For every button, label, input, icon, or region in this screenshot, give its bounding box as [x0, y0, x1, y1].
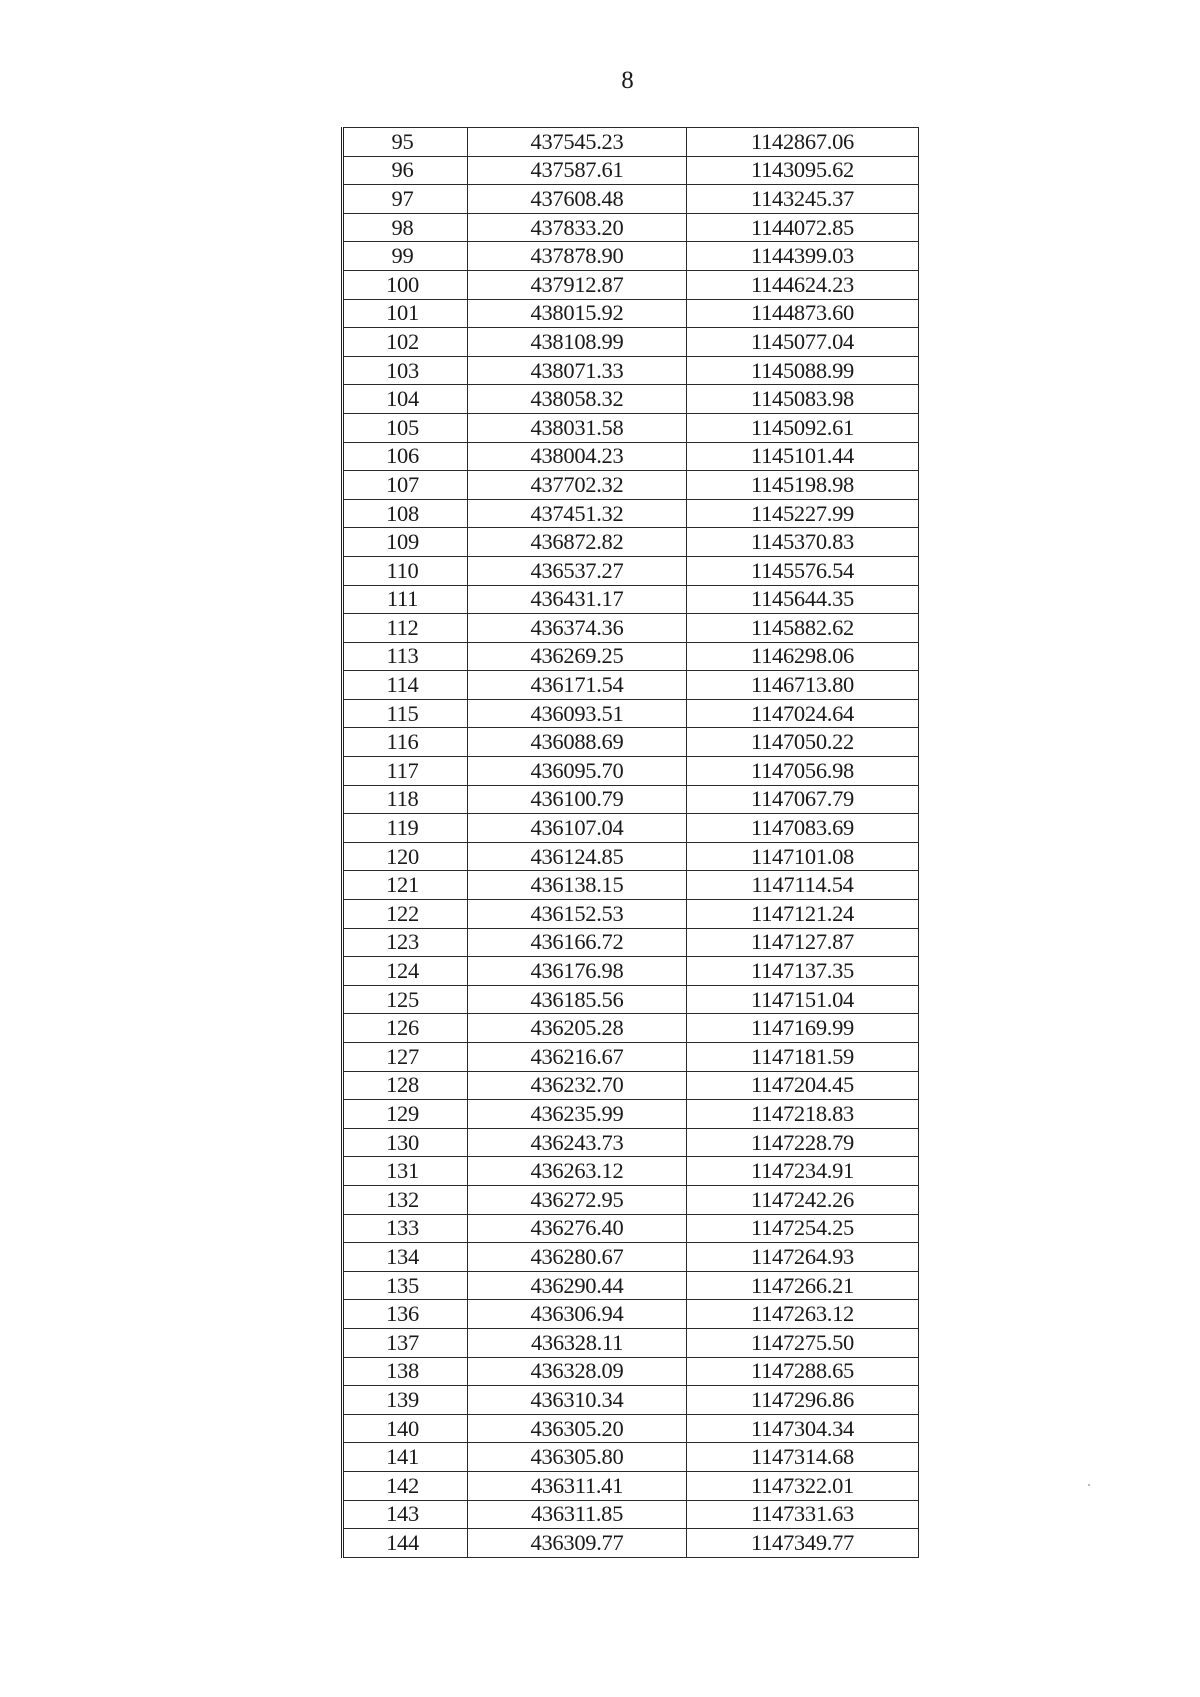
x-coordinate-cell: 438015.92	[468, 299, 687, 328]
x-coordinate-cell: 436269.25	[468, 642, 687, 671]
point-number-cell: 95	[343, 128, 468, 157]
y-coordinate-cell: 1147083.69	[687, 814, 919, 843]
y-coordinate-cell: 1145101.44	[687, 442, 919, 471]
y-coordinate-cell: 1144873.60	[687, 299, 919, 328]
table-row	[343, 1271, 919, 1300]
y-coordinate-cell: 1145077.04	[687, 328, 919, 357]
point-number-cell: 106	[343, 442, 468, 471]
table-row	[343, 642, 919, 671]
x-coordinate-cell: 436171.54	[468, 671, 687, 700]
point-number-cell: 120	[343, 842, 468, 871]
scan-speck	[1088, 1484, 1090, 1486]
table-row	[343, 1157, 919, 1186]
x-coordinate-cell: 436311.85	[468, 1500, 687, 1529]
table-row	[343, 928, 919, 957]
coordinates-table-body	[343, 128, 919, 1558]
x-coordinate-cell: 437878.90	[468, 242, 687, 271]
table-row	[343, 471, 919, 500]
y-coordinate-cell: 1147275.50	[687, 1328, 919, 1357]
y-coordinate-cell: 1147169.99	[687, 1014, 919, 1043]
y-coordinate-cell: 1144399.03	[687, 242, 919, 271]
point-number-cell: 119	[343, 814, 468, 843]
y-coordinate-cell: 1147114.54	[687, 871, 919, 900]
point-number-cell: 103	[343, 356, 468, 385]
y-coordinate-cell: 1147181.59	[687, 1043, 919, 1072]
point-number-cell: 113	[343, 642, 468, 671]
x-coordinate-cell: 436176.98	[468, 957, 687, 986]
y-coordinate-cell: 1146713.80	[687, 671, 919, 700]
y-coordinate-cell: 1145198.98	[687, 471, 919, 500]
table-row	[343, 328, 919, 357]
table-row	[343, 1100, 919, 1129]
point-number-cell: 114	[343, 671, 468, 700]
table-row	[343, 528, 919, 557]
table-row	[343, 442, 919, 471]
table-row	[343, 413, 919, 442]
point-number-cell: 105	[343, 413, 468, 442]
point-number-cell: 129	[343, 1100, 468, 1129]
x-coordinate-cell: 436328.11	[468, 1328, 687, 1357]
y-coordinate-cell: 1144624.23	[687, 270, 919, 299]
table-row	[343, 1214, 919, 1243]
x-coordinate-cell: 436124.85	[468, 842, 687, 871]
table-row	[343, 270, 919, 299]
x-coordinate-cell: 436431.17	[468, 585, 687, 614]
x-coordinate-cell: 436166.72	[468, 928, 687, 957]
table-row	[343, 757, 919, 786]
y-coordinate-cell: 1145882.62	[687, 614, 919, 643]
x-coordinate-cell: 436280.67	[468, 1243, 687, 1272]
x-coordinate-cell: 436095.70	[468, 757, 687, 786]
x-coordinate-cell: 436305.20	[468, 1414, 687, 1443]
x-coordinate-cell: 437702.32	[468, 471, 687, 500]
point-number-cell: 144	[343, 1529, 468, 1558]
y-coordinate-cell: 1147024.64	[687, 699, 919, 728]
x-coordinate-cell: 438058.32	[468, 385, 687, 414]
point-number-cell: 141	[343, 1443, 468, 1472]
table-row	[343, 1414, 919, 1443]
point-number-cell: 96	[343, 156, 468, 185]
x-coordinate-cell: 438031.58	[468, 413, 687, 442]
y-coordinate-cell: 1147228.79	[687, 1128, 919, 1157]
coordinates-table	[341, 127, 919, 1558]
y-coordinate-cell: 1147254.25	[687, 1214, 919, 1243]
y-coordinate-cell: 1147101.08	[687, 842, 919, 871]
y-coordinate-cell: 1147314.68	[687, 1443, 919, 1472]
y-coordinate-cell: 1147121.24	[687, 900, 919, 929]
x-coordinate-cell: 437608.48	[468, 185, 687, 214]
x-coordinate-cell: 436328.09	[468, 1357, 687, 1386]
point-number-cell: 128	[343, 1071, 468, 1100]
point-number-cell: 135	[343, 1271, 468, 1300]
table-row	[343, 585, 919, 614]
x-coordinate-cell: 436872.82	[468, 528, 687, 557]
table-row	[343, 1357, 919, 1386]
table-row	[343, 1243, 919, 1272]
x-coordinate-cell: 436263.12	[468, 1157, 687, 1186]
x-coordinate-cell: 436216.67	[468, 1043, 687, 1072]
point-number-cell: 134	[343, 1243, 468, 1272]
table-row	[343, 728, 919, 757]
y-coordinate-cell: 1147234.91	[687, 1157, 919, 1186]
table-row	[343, 213, 919, 242]
point-number-cell: 136	[343, 1300, 468, 1329]
y-coordinate-cell: 1147127.87	[687, 928, 919, 957]
y-coordinate-cell: 1145644.35	[687, 585, 919, 614]
x-coordinate-cell: 436235.99	[468, 1100, 687, 1129]
point-number-cell: 112	[343, 614, 468, 643]
point-number-cell: 100	[343, 270, 468, 299]
x-coordinate-cell: 436088.69	[468, 728, 687, 757]
y-coordinate-cell: 1147218.83	[687, 1100, 919, 1129]
x-coordinate-cell: 436311.41	[468, 1471, 687, 1500]
y-coordinate-cell: 1144072.85	[687, 213, 919, 242]
point-number-cell: 117	[343, 757, 468, 786]
table-row	[343, 985, 919, 1014]
point-number-cell: 108	[343, 499, 468, 528]
y-coordinate-cell: 1146298.06	[687, 642, 919, 671]
table-row	[343, 699, 919, 728]
y-coordinate-cell: 1145088.99	[687, 356, 919, 385]
table-row	[343, 671, 919, 700]
y-coordinate-cell: 1145370.83	[687, 528, 919, 557]
point-number-cell: 131	[343, 1157, 468, 1186]
table-row	[343, 556, 919, 585]
table-row	[343, 1328, 919, 1357]
x-coordinate-cell: 436276.40	[468, 1214, 687, 1243]
y-coordinate-cell: 1147304.34	[687, 1414, 919, 1443]
table-row	[343, 1529, 919, 1558]
x-coordinate-cell: 436205.28	[468, 1014, 687, 1043]
y-coordinate-cell: 1147242.26	[687, 1185, 919, 1214]
y-coordinate-cell: 1143095.62	[687, 156, 919, 185]
x-coordinate-cell: 436107.04	[468, 814, 687, 843]
y-coordinate-cell: 1145083.98	[687, 385, 919, 414]
point-number-cell: 133	[343, 1214, 468, 1243]
y-coordinate-cell: 1147050.22	[687, 728, 919, 757]
point-number-cell: 104	[343, 385, 468, 414]
x-coordinate-cell: 436309.77	[468, 1529, 687, 1558]
y-coordinate-cell: 1147151.04	[687, 985, 919, 1014]
y-coordinate-cell: 1147322.01	[687, 1471, 919, 1500]
point-number-cell: 142	[343, 1471, 468, 1500]
x-coordinate-cell: 436305.80	[468, 1443, 687, 1472]
table-row	[343, 128, 919, 157]
x-coordinate-cell: 437451.32	[468, 499, 687, 528]
page-number: 8	[621, 67, 634, 94]
x-coordinate-cell: 437912.87	[468, 270, 687, 299]
table-row	[343, 1071, 919, 1100]
point-number-cell: 109	[343, 528, 468, 557]
x-coordinate-cell: 438108.99	[468, 328, 687, 357]
point-number-cell: 140	[343, 1414, 468, 1443]
table-row	[343, 871, 919, 900]
y-coordinate-cell: 1147349.77	[687, 1529, 919, 1558]
y-coordinate-cell: 1147263.12	[687, 1300, 919, 1329]
table-row	[343, 1443, 919, 1472]
x-coordinate-cell: 437545.23	[468, 128, 687, 157]
x-coordinate-cell: 436243.73	[468, 1128, 687, 1157]
x-coordinate-cell: 436290.44	[468, 1271, 687, 1300]
table-row	[343, 1300, 919, 1329]
point-number-cell: 126	[343, 1014, 468, 1043]
point-number-cell: 116	[343, 728, 468, 757]
point-number-cell: 122	[343, 900, 468, 929]
table-row	[343, 1386, 919, 1415]
x-coordinate-cell: 436152.53	[468, 900, 687, 929]
point-number-cell: 123	[343, 928, 468, 957]
table-row	[343, 957, 919, 986]
x-coordinate-cell: 436306.94	[468, 1300, 687, 1329]
y-coordinate-cell: 1147204.45	[687, 1071, 919, 1100]
table-row	[343, 385, 919, 414]
table-row	[343, 1128, 919, 1157]
table-row	[343, 1014, 919, 1043]
point-number-cell: 118	[343, 785, 468, 814]
point-number-cell: 127	[343, 1043, 468, 1072]
x-coordinate-cell: 436100.79	[468, 785, 687, 814]
x-coordinate-cell: 438004.23	[468, 442, 687, 471]
y-coordinate-cell: 1147331.63	[687, 1500, 919, 1529]
x-coordinate-cell: 436537.27	[468, 556, 687, 585]
point-number-cell: 137	[343, 1328, 468, 1357]
x-coordinate-cell: 437833.20	[468, 213, 687, 242]
table-row	[343, 299, 919, 328]
x-coordinate-cell: 436093.51	[468, 699, 687, 728]
table-row	[343, 1043, 919, 1072]
point-number-cell: 110	[343, 556, 468, 585]
y-coordinate-cell: 1147137.35	[687, 957, 919, 986]
x-coordinate-cell: 436185.56	[468, 985, 687, 1014]
point-number-cell: 124	[343, 957, 468, 986]
point-number-cell: 125	[343, 985, 468, 1014]
table-row	[343, 156, 919, 185]
y-coordinate-cell: 1147288.65	[687, 1357, 919, 1386]
x-coordinate-cell: 436374.36	[468, 614, 687, 643]
x-coordinate-cell: 438071.33	[468, 356, 687, 385]
point-number-cell: 97	[343, 185, 468, 214]
point-number-cell: 143	[343, 1500, 468, 1529]
point-number-cell: 115	[343, 699, 468, 728]
table-row	[343, 614, 919, 643]
y-coordinate-cell: 1145092.61	[687, 413, 919, 442]
y-coordinate-cell: 1147296.86	[687, 1386, 919, 1415]
x-coordinate-cell: 436272.95	[468, 1185, 687, 1214]
table-row	[343, 1185, 919, 1214]
table-row	[343, 356, 919, 385]
point-number-cell: 102	[343, 328, 468, 357]
table-row	[343, 842, 919, 871]
table-row	[343, 814, 919, 843]
y-coordinate-cell: 1147067.79	[687, 785, 919, 814]
point-number-cell: 138	[343, 1357, 468, 1386]
y-coordinate-cell: 1145576.54	[687, 556, 919, 585]
point-number-cell: 98	[343, 213, 468, 242]
point-number-cell: 121	[343, 871, 468, 900]
point-number-cell: 130	[343, 1128, 468, 1157]
point-number-cell: 107	[343, 471, 468, 500]
y-coordinate-cell: 1147264.93	[687, 1243, 919, 1272]
x-coordinate-cell: 437587.61	[468, 156, 687, 185]
y-coordinate-cell: 1147266.21	[687, 1271, 919, 1300]
y-coordinate-cell: 1143245.37	[687, 185, 919, 214]
point-number-cell: 99	[343, 242, 468, 271]
table-row	[343, 499, 919, 528]
y-coordinate-cell: 1145227.99	[687, 499, 919, 528]
y-coordinate-cell: 1147056.98	[687, 757, 919, 786]
table-row	[343, 185, 919, 214]
table-row	[343, 785, 919, 814]
point-number-cell: 139	[343, 1386, 468, 1415]
y-coordinate-cell: 1142867.06	[687, 128, 919, 157]
table-row	[343, 900, 919, 929]
point-number-cell: 111	[343, 585, 468, 614]
table-row	[343, 1471, 919, 1500]
x-coordinate-cell: 436310.34	[468, 1386, 687, 1415]
x-coordinate-cell: 436232.70	[468, 1071, 687, 1100]
point-number-cell: 101	[343, 299, 468, 328]
table-row	[343, 242, 919, 271]
point-number-cell: 132	[343, 1185, 468, 1214]
x-coordinate-cell: 436138.15	[468, 871, 687, 900]
table-row	[343, 1500, 919, 1529]
